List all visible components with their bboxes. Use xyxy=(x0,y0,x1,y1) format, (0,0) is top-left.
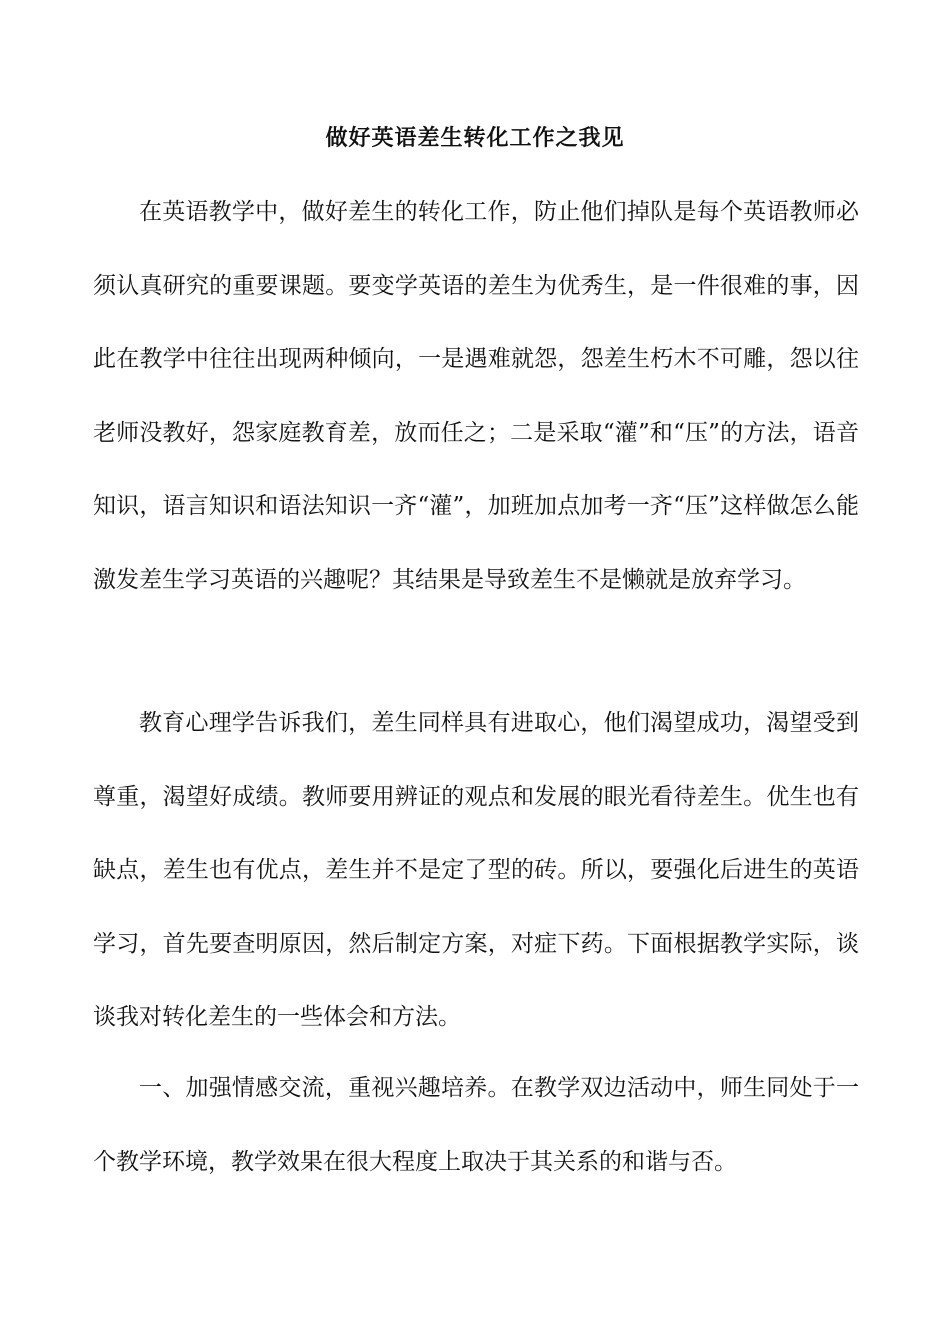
paragraph-1: 在英语教学中，做好差生的转化工作，防止他们掉队是每个英语教师必须认真研究的重要课题。要变学英语的差生为优秀生，是一件很难的事，因此在教学中往往出现两种倾向，一是遇难就怨，怨差生朽木不可雕，怨以往老师没教好，怨家庭教育差，放而任之；二是采取“灌”和“压”的方法，语音知识，语言知识和语法知识一齐“灌”，加班加点加考一齐“压”这样做怎么能激发差生学习英语的兴趣呢？其结果是导致差生不是懒就是放弃学习。 xyxy=(93,199,859,593)
paragraph-2: 教育心理学告诉我们，差生同样具有进取心，他们渴望成功，渴望受到尊重，渴望好成绩。教师要用辨证的观点和发展的眼光看待差生。优生也有缺点，差生也有优点，差生并不是定了型的砖。所以，要强化后进生的英语学习，首先要查明原因，然后制定方案，对症下药。下面根据教学实际，谈谈我对转化差生的一些体会和方法。 xyxy=(93,710,859,1030)
document-title: 做好英语差生转化工作之我见 xyxy=(325,125,625,151)
paragraph-3: 一、加强情感交流，重视兴趣培养。在教学双边活动中，师生同处于一个教学环境，教学效果在很大程度上取决于其关系的和谐与否。 xyxy=(93,1075,859,1175)
